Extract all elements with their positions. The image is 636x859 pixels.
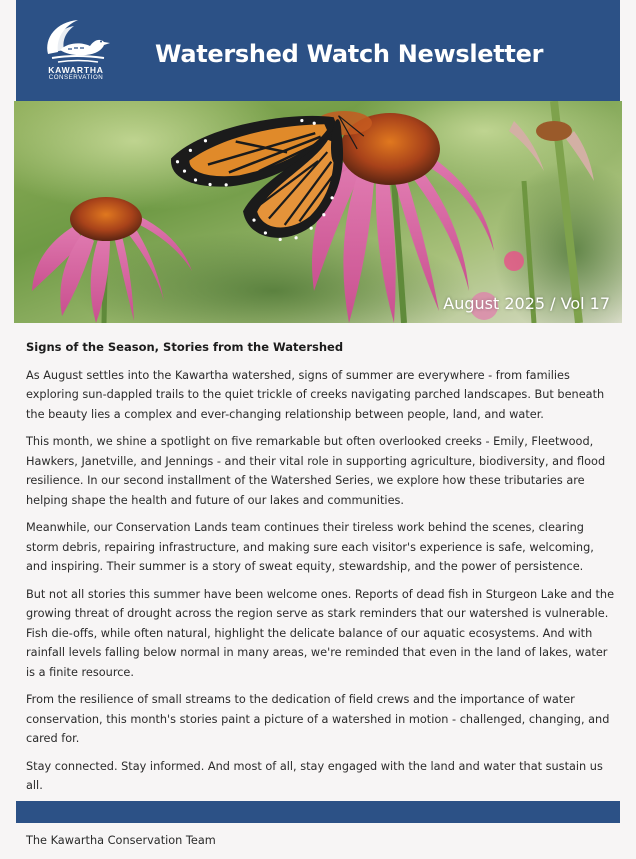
logo-line-kawartha: KAWARTHA [48,65,104,75]
logo-text [38,66,114,82]
hero-image [14,101,622,323]
logo-line-conservation: CONSERVATION [48,74,104,81]
article-paragraph: Stay connected. Stay informed. And most of all, stay engaged with the land and water that sustain us all. [26,759,603,792]
article [26,338,616,859]
footer-bar [16,801,620,823]
signature-line: The Kawartha Conservation Team [26,834,216,847]
article-paragraph: But not all stories this summer have been welcome ones. Reports of dead fish in Sturgeon Lake and the growing threat of drought across the region serve as stark reminders that our watershed is vulnerable. Fish die-offs, while often natural, highlight the delicate balance of our aquatic ecosystems. And with rainfall levels falling below normal in many areas, we're reminded that even in the land of lakes, water is a finite resource. [26,587,615,679]
monarch-butterfly-on-coneflower-icon [14,101,622,323]
issue-date-volume: August 2025 / Vol 17 [443,294,610,313]
newsletter-header [16,0,620,101]
article-paragraph: Meanwhile, our Conservation Lands team continues their tireless work behind the scenes, clearing storm debris, repairing infrastructure, and making sure each visitor's experience is safe, welcoming, and inspiring. Their summer is a story of sweat equity, stewardship, and the power of persistence. [26,521,594,573]
loon-icon [38,16,114,66]
newsletter-title: Watershed Watch Newsletter [155,40,544,68]
article-heading: Signs of the Season, Stories from the Watershed [26,340,344,354]
article-paragraph: As August settles into the Kawartha watershed, signs of summer are everywhere - from families exploring sun-dappled trails to the quiet trickle of creeks navigating parched landscapes. But beneath the beauty lies a complex and ever-changing relationship between people, land, and water. [26,368,605,421]
article-paragraph: From the resilience of small streams to the dedication of field crews and the importance of water conservation, this month's stories paint a picture of a watershed in motion - challenged, changing, and cared for. [26,693,610,745]
article-paragraph: This month, we shine a spotlight on five remarkable but often overlooked creeks - Emily, Fleetwood, Hawkers, Janetville, and Jennings - and their vital role in supporting agriculture, biodiversity, and flood resilience. In our second installment of the Watershed Series, we explore how these tributaries are helping shape the health and future of our lakes and communities. [26,435,606,507]
kawartha-conservation-logo [38,16,114,84]
